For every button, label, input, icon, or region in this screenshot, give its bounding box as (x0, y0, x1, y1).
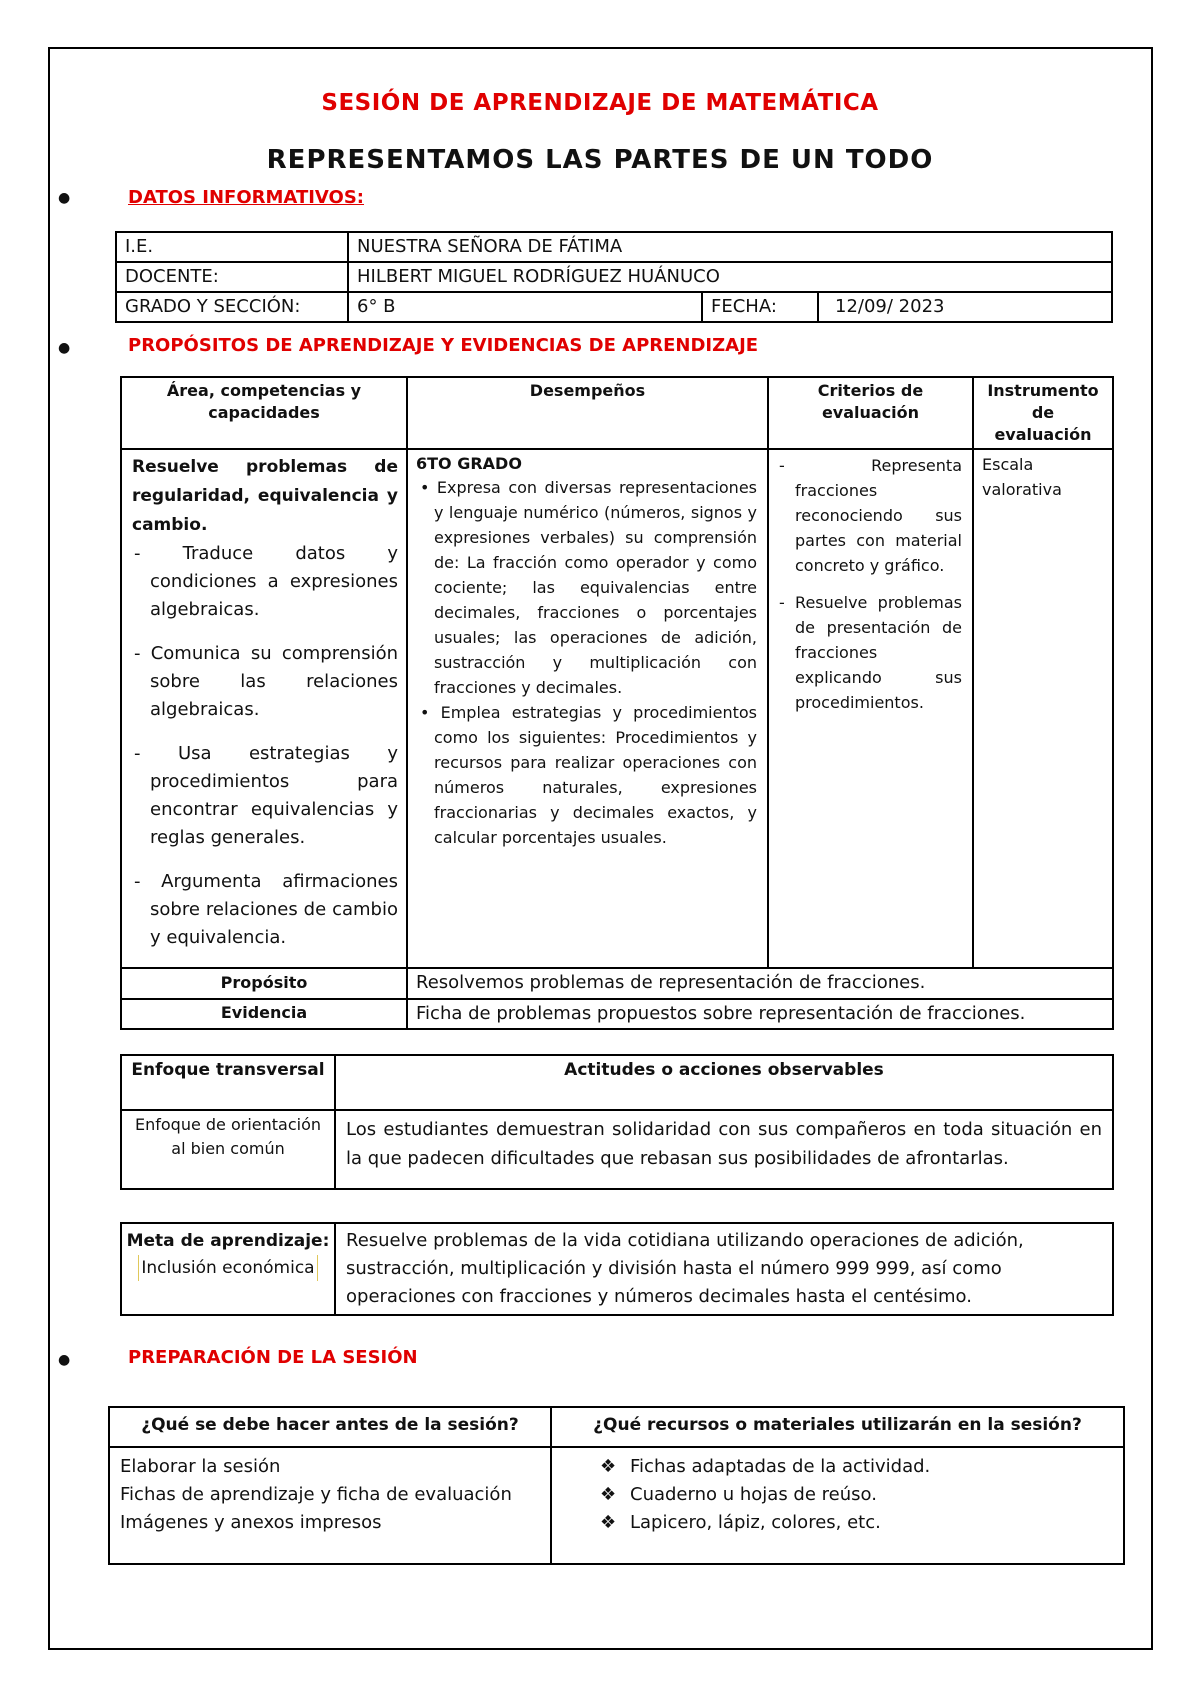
prep-before-cell (109, 1447, 551, 1564)
instrumento-cell: Escala valorativa (973, 449, 1113, 968)
desempenos-cell (407, 449, 768, 968)
section-preparacion: PREPARACIÓN DE LA SESIÓN (128, 1347, 418, 1368)
header-criterios: Criterios de evaluación (768, 377, 973, 449)
docente-label: DOCENTE: (116, 262, 348, 292)
competencia-title: Resuelve problemas de regularidad, equivalencia y cambio. (132, 457, 398, 535)
session-title: SESIÓN DE APRENDIZAJE DE MATEMÁTICA (321, 90, 879, 116)
ie-value: NUESTRA SEÑORA DE FÁTIMA (348, 232, 1112, 262)
bullet-icon: ● (58, 340, 71, 356)
header-area: Área, competencias y capacidades (121, 377, 407, 449)
evidencia-label: Evidencia (121, 999, 407, 1029)
criterio-item: - Representa fracciones reconociendo sus partes con material concreto y gráfico. (779, 456, 962, 575)
prep-table (108, 1406, 1125, 1565)
criterio-item: - Resuelve problemas de presentación de fracciones explicando sus procedimientos. (779, 593, 962, 712)
evidencia-value: Ficha de problemas propuestos sobre representación de fracciones. (407, 999, 1113, 1029)
capacidad-item: - Traduce datos y condiciones a expresiones algebraicas. (134, 543, 398, 620)
before-item: Elaborar la sesión (120, 1456, 281, 1477)
diamond-bullet-icon: ❖ (600, 1512, 617, 1533)
diamond-bullet-icon: ❖ (600, 1484, 617, 1505)
header-desempenos: Desempeños (407, 377, 768, 449)
before-item: Fichas de aprendizaje y ficha de evaluación (120, 1484, 512, 1505)
ie-label: I.E. (116, 232, 348, 262)
fecha-value: 12/09/ 2023 (818, 292, 1112, 322)
enfoque-header-right: Actitudes o acciones observables (335, 1055, 1113, 1110)
grado-value: 6° B (348, 292, 702, 322)
docente-value: HILBERT MIGUEL RODRÍGUEZ HUÁNUCO (348, 262, 1112, 292)
meta-label-cell (121, 1223, 335, 1315)
meta-text: Resuelve problemas de la vida cotidiana utilizando operaciones de adición, sustracción, multiplicación y división hasta el número 999 999, así como operaciones con fracciones y números decimales hasta el centésimo. (335, 1223, 1113, 1315)
meta-label: Meta de aprendizaje: (126, 1231, 330, 1251)
desempeno-item: • Expresa con diversas representaciones y lenguaje numérico (números, signos y expresiones verbales) su comprensión de: La fracción como operador y como cociente; las equivalencias entre decimales, fracciones o porcentajes usuales; las operaciones de adición, sustracción y multiplicación con fracciones y decimales. (420, 478, 757, 697)
proposito-label: Propósito (121, 968, 407, 999)
section-datos: DATOS INFORMATIVOS: (128, 187, 365, 208)
desempeno-item: • Emplea estrategias y procedimientos como los siguientes: Procedimientos y recursos para realizar operaciones con números naturales, expresiones fraccionarias y decimales exactos, y calcular porcentajes usuales. (420, 703, 757, 847)
prep-header-left: ¿Qué se debe hacer antes de la sesión? (109, 1407, 551, 1447)
session-subtitle: REPRESENTAMOS LAS PARTES DE UN TODO (266, 145, 934, 175)
enfoque-header-left: Enfoque transversal (121, 1055, 335, 1110)
fecha-label: FECHA: (702, 292, 818, 322)
prep-header-right: ¿Qué recursos o materiales utilizarán en la sesión? (551, 1407, 1124, 1447)
capacidad-item: - Argumenta afirmaciones sobre relaciones de cambio y equivalencia. (134, 871, 398, 948)
resource-item: Lapicero, lápiz, colores, etc. (630, 1512, 881, 1533)
grado-label: GRADO Y SECCIÓN: (116, 292, 348, 322)
purposes-table (120, 376, 1114, 1030)
enfoque-description: Los estudiantes demuestran solidaridad con sus compañeros en toda situación en la que padecen dificultades que rebasan sus posibilidades de afrontarlas. (335, 1110, 1113, 1189)
meta-sub: Inclusión económica (138, 1255, 317, 1281)
criterios-cell (768, 449, 973, 968)
resource-item: Cuaderno u hojas de reúso. (630, 1484, 877, 1505)
capacidad-item: - Comunica su comprensión sobre las relaciones algebraicas. (134, 643, 398, 720)
proposito-value: Resolvemos problemas de representación de fracciones. (407, 968, 1113, 999)
diamond-bullet-icon: ❖ (600, 1456, 617, 1477)
before-item: Imágenes y anexos impresos (120, 1512, 382, 1533)
competencias-cell (121, 449, 407, 968)
bullet-icon: ● (58, 1352, 71, 1368)
prep-resources-cell (551, 1447, 1124, 1564)
enfoque-table (120, 1054, 1114, 1190)
resource-item: Fichas adaptadas de la actividad. (630, 1456, 931, 1477)
section-propositos: PROPÓSITOS DE APRENDIZAJE Y EVIDENCIAS DE APRENDIZAJE (128, 335, 759, 356)
header-instrumento: Instrumento de evaluación (973, 377, 1113, 449)
enfoque-name: Enfoque de orientación al bien común (121, 1110, 335, 1189)
bullet-icon: ● (58, 190, 71, 206)
meta-table (120, 1222, 1114, 1316)
grado-heading: 6TO GRADO (416, 454, 522, 473)
capacidad-item: - Usa estrategias y procedimientos para encontrar equivalencias y reglas generales. (134, 743, 398, 848)
info-table (115, 231, 1113, 323)
